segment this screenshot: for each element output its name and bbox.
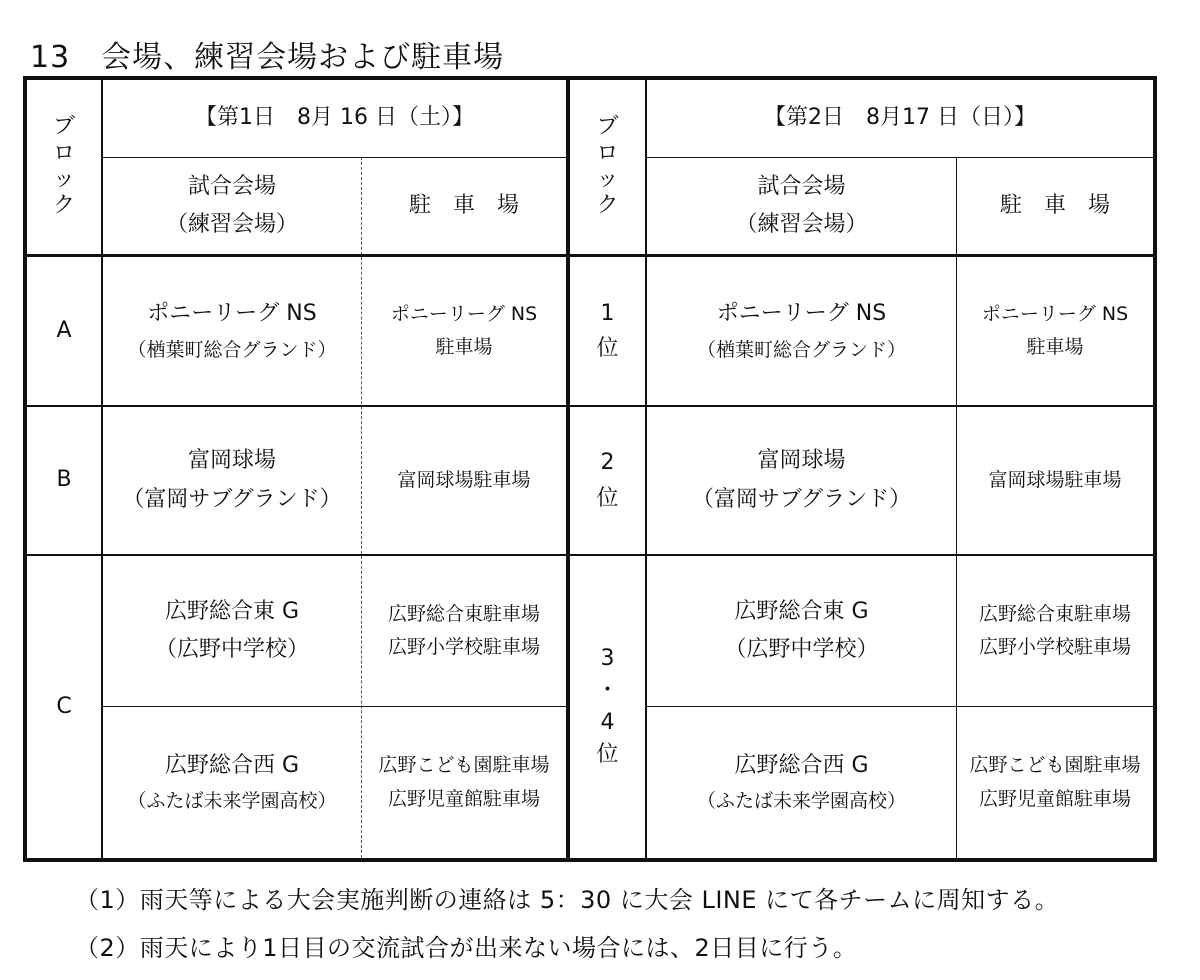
venue-table — [23, 76, 1157, 862]
day1-venue-c1: 広野総合東 G （広野中学校） — [154, 598, 309, 662]
block-header-char: ロ — [52, 140, 75, 166]
day2-venue-1: ポニーリーグ NS （楢葉町総合グランド） — [696, 301, 906, 361]
block-header-char: ッ — [596, 167, 619, 192]
block-header-char: ク — [52, 193, 75, 219]
day2-parking-1: ポニーリーグ NS 駐車場 — [981, 302, 1129, 358]
day2-parking-header: 駐 車 場 — [999, 192, 1110, 218]
block-header-char: ブ — [52, 114, 75, 140]
rank-label-3-4: 3 ・ 4 位 — [596, 646, 619, 767]
day1-parking-a: ポニーリーグ NS 駐車場 — [390, 302, 538, 358]
day2-header: 【第2日 8月17 日（日）】 — [764, 105, 1036, 131]
block-header-right — [570, 80, 645, 254]
day2-venue-header: 試合会場 （練習会場） — [735, 173, 868, 237]
day2-venue-3: 広野総合東 G （広野中学校） — [724, 598, 879, 662]
day1-parking-b: 富岡球場駐車場 — [397, 468, 531, 491]
block-label-c: C — [56, 693, 72, 719]
block-header-char: ッ — [52, 167, 75, 192]
day2-venue-4: 広野総合西 G （ふたば未来学園高校） — [696, 752, 906, 813]
day2-parking-2: 富岡球場駐車場 — [988, 468, 1122, 491]
block-header-left — [27, 80, 101, 254]
section-title: 13 会場、練習会場および駐車場 — [30, 40, 505, 75]
rank-label-1: 1 位 — [596, 300, 619, 361]
day1-venue-b: 富岡球場 （富岡サブグランド） — [122, 448, 342, 512]
day1-venue-header: 試合会場 （練習会場） — [165, 173, 298, 237]
note-2: （2）雨天により1日目の交流試合が出来ない場合には、2日目に行う。 — [75, 934, 858, 962]
block-header-char: ブ — [596, 114, 619, 140]
block-header-char: ク — [596, 193, 619, 219]
day2-venue-2: 富岡球場 （富岡サブグランド） — [691, 448, 912, 512]
block-header-char: ロ — [596, 140, 619, 166]
day1-parking-c2: 広野こども園駐車場 広野児童館駐車場 — [378, 754, 550, 810]
day2-parking-3: 広野総合東駐車場 広野小学校駐車場 — [978, 602, 1131, 658]
block-label-a: A — [56, 317, 72, 343]
day1-parking-c1: 広野総合東駐車場 広野小学校駐車場 — [387, 602, 540, 658]
day1-header: 【第1日 8月 16 日（土）】 — [195, 105, 474, 131]
rank-label-2: 2 位 — [596, 450, 619, 511]
day1-parking-header: 駐 車 場 — [408, 192, 519, 218]
day1-venue-a: ポニーリーグ NS （楢葉町総合グランド） — [127, 301, 337, 361]
block-label-b: B — [56, 467, 72, 493]
note-1: （1）雨天等による大会実施判断の連絡は 5：30 に大会 LINE にて各チームに周知する。 — [75, 886, 1060, 914]
day1-venue-c2: 広野総合西 G （ふたば未来学園高校） — [127, 752, 337, 813]
day2-parking-4: 広野こども園駐車場 広野児童館駐車場 — [969, 754, 1141, 810]
